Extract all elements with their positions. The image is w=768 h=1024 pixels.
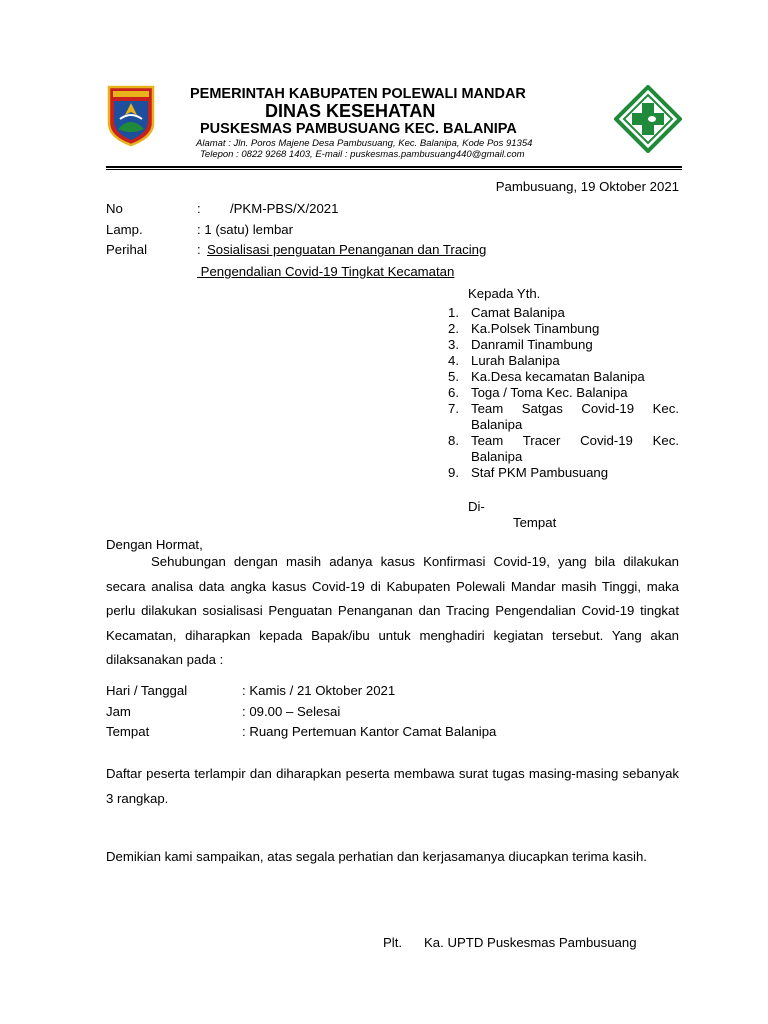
schedule-place-value: : Ruang Pertemuan Kantor Camat Balanipa: [242, 724, 497, 739]
recipient-number: 6.: [448, 385, 459, 400]
letterhead-divider: [106, 166, 682, 168]
signature-plt: Plt.: [383, 935, 403, 950]
letterhead-divider-thin: [106, 169, 682, 170]
recipient-text: Staf PKM Pambusuang: [471, 465, 609, 480]
recipient-item: [446, 337, 679, 353]
recipient-number: 1.: [448, 305, 459, 320]
attachment-value: : 1 (satu) lembar: [197, 222, 294, 237]
recipient-item: [446, 385, 679, 401]
health-ministry-logo: [614, 85, 682, 153]
salutation: Dengan Hormat,: [106, 537, 203, 552]
subject-line-2: Pengendalian Covid-19 Tingkat Kecamatan: [197, 264, 455, 279]
recipient-place: Tempat: [513, 515, 557, 530]
schedule-day-value: : Kamis / 21 Oktober 2021: [242, 683, 396, 698]
recipient-text: Lurah Balanipa: [471, 353, 560, 368]
body-paragraph-1: Sehubungan dengan masih adanya kasus Konfirmasi Covid-19, yang bila dilakukan secara analisa data angka kasus Covid-19 di Kabupaten Polewali Mandar masih Tinggi, maka perlu dilakukan sosialisasi Penguatan Penanganan dan Tracing Pengendalian Covid-19 tingkat Kecamatan, diharapkan kepada Bapak/ibu untuk menghadiri kegiatan tersebut. Yang akan dilaksanakan pada :: [106, 554, 679, 667]
schedule-day-label: Hari / Tanggal: [106, 683, 188, 698]
letterhead-agency: DINAS KESEHATAN: [265, 101, 436, 121]
recipient-text: Camat Balanipa: [471, 305, 565, 320]
recipient-number: 9.: [448, 465, 459, 480]
schedule-place-label: Tempat: [106, 724, 150, 739]
subject-colon: :: [197, 242, 205, 257]
regency-logo: [106, 85, 156, 147]
recipient-number: 4.: [448, 353, 459, 368]
letterhead-address: Alamat : Jln. Poros Majene Desa Pambusuang, Kec. Balanipa, Kode Pos 91354: [196, 138, 533, 149]
letterhead-puskesmas: PUSKESMAS PAMBUSUANG KEC. BALANIPA: [200, 121, 517, 137]
recipient-list: [446, 305, 679, 481]
recipient-text: Toga / Toma Kec. Balanipa: [471, 385, 628, 400]
recipient-number: 8.: [448, 433, 459, 448]
letter-date: Pambusuang, 19 Oktober 2021: [495, 179, 679, 194]
recipient-text: Team Tracer Covid-19 Kec. Balanipa: [471, 433, 679, 464]
signature-title: Ka. UPTD Puskesmas Pambusuang: [424, 935, 637, 950]
attachment-label: Lamp.: [106, 222, 143, 237]
recipient-text: Ka.Desa kecamatan Balanipa: [471, 369, 645, 384]
recipient-text: Ka.Polsek Tinambung: [471, 321, 600, 336]
recipients-heading: Kepada Yth.: [468, 286, 541, 301]
letterhead-government: PEMERINTAH KABUPATEN POLEWALI MANDAR: [190, 86, 526, 102]
recipient-number: 5.: [448, 369, 459, 384]
recipient-item: [446, 433, 679, 465]
recipient-item: [446, 305, 679, 321]
recipient-text: Team Satgas Covid-19 Kec. Balanipa: [471, 401, 679, 432]
recipient-item: [446, 353, 679, 369]
recipient-number: 3.: [448, 337, 459, 352]
subject-label: Perihal: [106, 242, 148, 257]
recipient-item: [446, 465, 679, 481]
recipient-item: [446, 369, 679, 385]
body-paragraph-2: Daftar peserta terlampir dan diharapkan peserta membawa surat tugas masing-masing sebanyak 3 rangkap.: [106, 766, 679, 806]
schedule-time-value: : 09.00 – Selesai: [242, 704, 341, 719]
recipient-text: Danramil Tinambung: [471, 337, 593, 352]
recipient-number: 2.: [448, 321, 459, 336]
number-value: : /PKM-PBS/X/2021: [197, 201, 339, 216]
letterhead-contact: Telepon : 0822 9268 1403, E-mail : puskesmas.pambusuang440@gmail.com: [200, 149, 525, 160]
recipient-item: [446, 321, 679, 337]
subject-line-1: Sosialisasi penguatan Penanganan dan Tracing: [207, 242, 487, 257]
schedule-time-label: Jam: [106, 704, 131, 719]
recipient-number: 7.: [448, 401, 459, 416]
recipient-di: Di-: [468, 499, 485, 514]
body-paragraph-3: Demikian kami sampaikan, atas segala perhatian dan kerjasamanya diucapkan terima kasih.: [106, 849, 647, 864]
recipient-item: [446, 401, 679, 433]
number-label: No: [106, 201, 123, 216]
